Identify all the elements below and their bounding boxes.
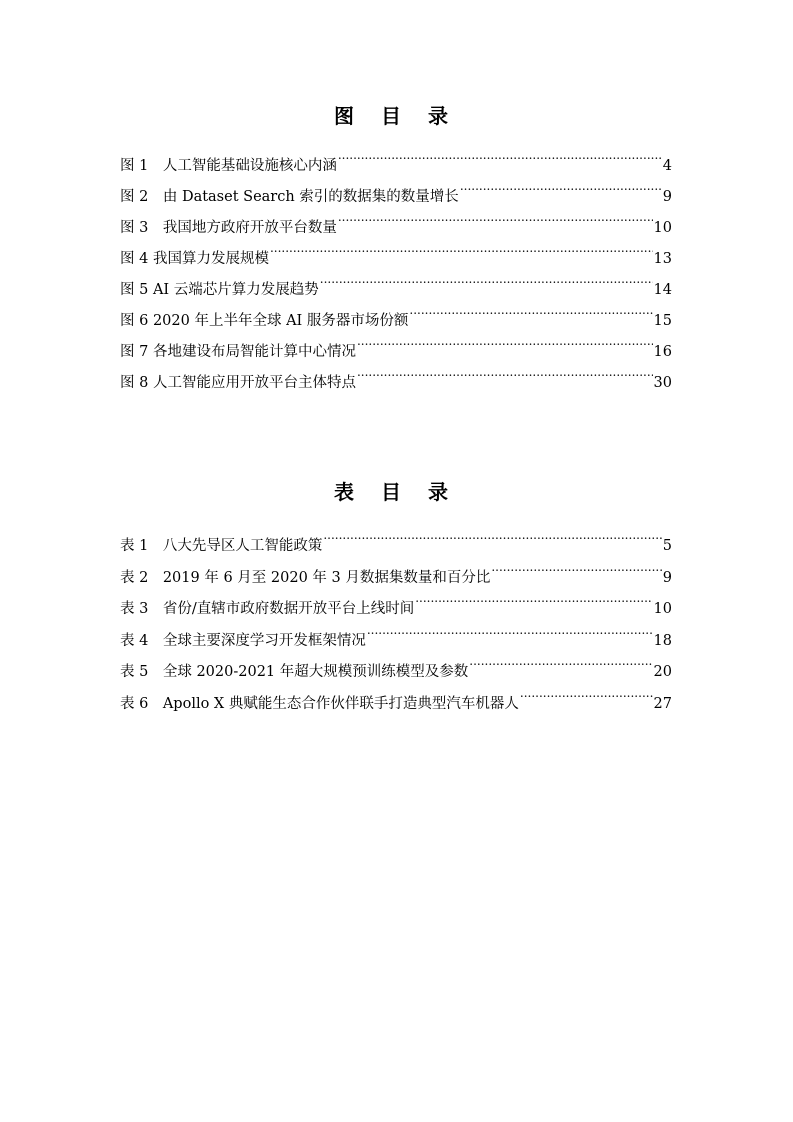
toc-dot-leader (409, 294, 652, 325)
table-index-list (120, 519, 672, 712)
toc-dot-leader (469, 645, 652, 676)
toc-entry-label: 表 6 Apollo X 典赋能生态合作伙伴联手打造典型汽车机器人 (120, 695, 519, 712)
toc-entry-label: 图 2 由 Dataset Search 索引的数据集的数量增长 (120, 189, 459, 205)
toc-dot-leader (357, 356, 653, 387)
toc-dot-leader (491, 551, 661, 582)
figure-index-list (120, 139, 672, 391)
toc-entry-label: 图 7 各地建设布局智能计算中心情况 (120, 344, 356, 360)
toc-page-number: 20 (653, 664, 672, 680)
toc-page-number: 15 (653, 313, 672, 329)
toc-page-number: 30 (653, 375, 672, 391)
toc-page-number: 5 (662, 538, 672, 554)
toc-entry-label: 表 5 全球 2020-2021 年超大规模预训练模型及参数 (120, 664, 469, 680)
toc-page-number: 27 (653, 695, 672, 712)
figure-index-section (120, 101, 672, 391)
toc-page-number: 10 (653, 601, 672, 617)
toc-dot-leader (357, 325, 653, 356)
toc-dot-leader (320, 263, 653, 294)
toc-entry-label: 图 6 2020 年上半年全球 AI 服务器市场份额 (120, 313, 409, 329)
toc-entry-label: 图 8 人工智能应用开放平台主体特点 (120, 375, 356, 391)
toc-page-number: 10 (653, 220, 672, 236)
toc-page-number: 18 (653, 632, 672, 649)
toc-dot-leader (323, 519, 661, 550)
toc-dot-leader (338, 139, 662, 170)
toc-page-number: 9 (662, 189, 672, 205)
toc-entry-label: 表 4 全球主要深度学习开发框架情况 (120, 632, 366, 649)
toc-page-number: 9 (662, 569, 672, 586)
toc-dot-leader (415, 582, 652, 613)
toc-dot-leader (270, 232, 653, 263)
toc-dot-leader (367, 614, 653, 645)
toc-entry-label: 图 5 AI 云端芯片算力发展趋势 (120, 282, 319, 298)
toc-entry[interactable] (120, 139, 672, 174)
toc-entry-label: 表 3 省份/直辖市政府数据开放平台上线时间 (120, 601, 415, 617)
toc-entry-label: 表 2 2019 年 6 月至 2020 年 3 月数据集数量和百分比 (120, 569, 491, 586)
toc-page-number: 16 (653, 344, 672, 360)
table-index-section (120, 477, 672, 712)
toc-entry[interactable] (120, 519, 672, 554)
figure-index-title: 图 目 录 (334, 104, 458, 128)
toc-entry-label: 图 4 我国算力发展规模 (120, 251, 269, 267)
toc-dot-leader (338, 201, 653, 232)
toc-page-number: 13 (653, 251, 672, 267)
toc-page-number: 14 (653, 282, 672, 298)
toc-entry-label: 图 3 我国地方政府开放平台数量 (120, 220, 337, 236)
table-index-title: 表 目 录 (334, 480, 458, 504)
toc-page-number: 4 (662, 158, 672, 174)
toc-dot-leader (460, 170, 662, 201)
toc-entry-label: 图 1 人工智能基础设施核心内涵 (120, 158, 337, 174)
toc-dot-leader (520, 677, 653, 708)
toc-entry-label: 表 1 八大先导区人工智能政策 (120, 538, 323, 554)
